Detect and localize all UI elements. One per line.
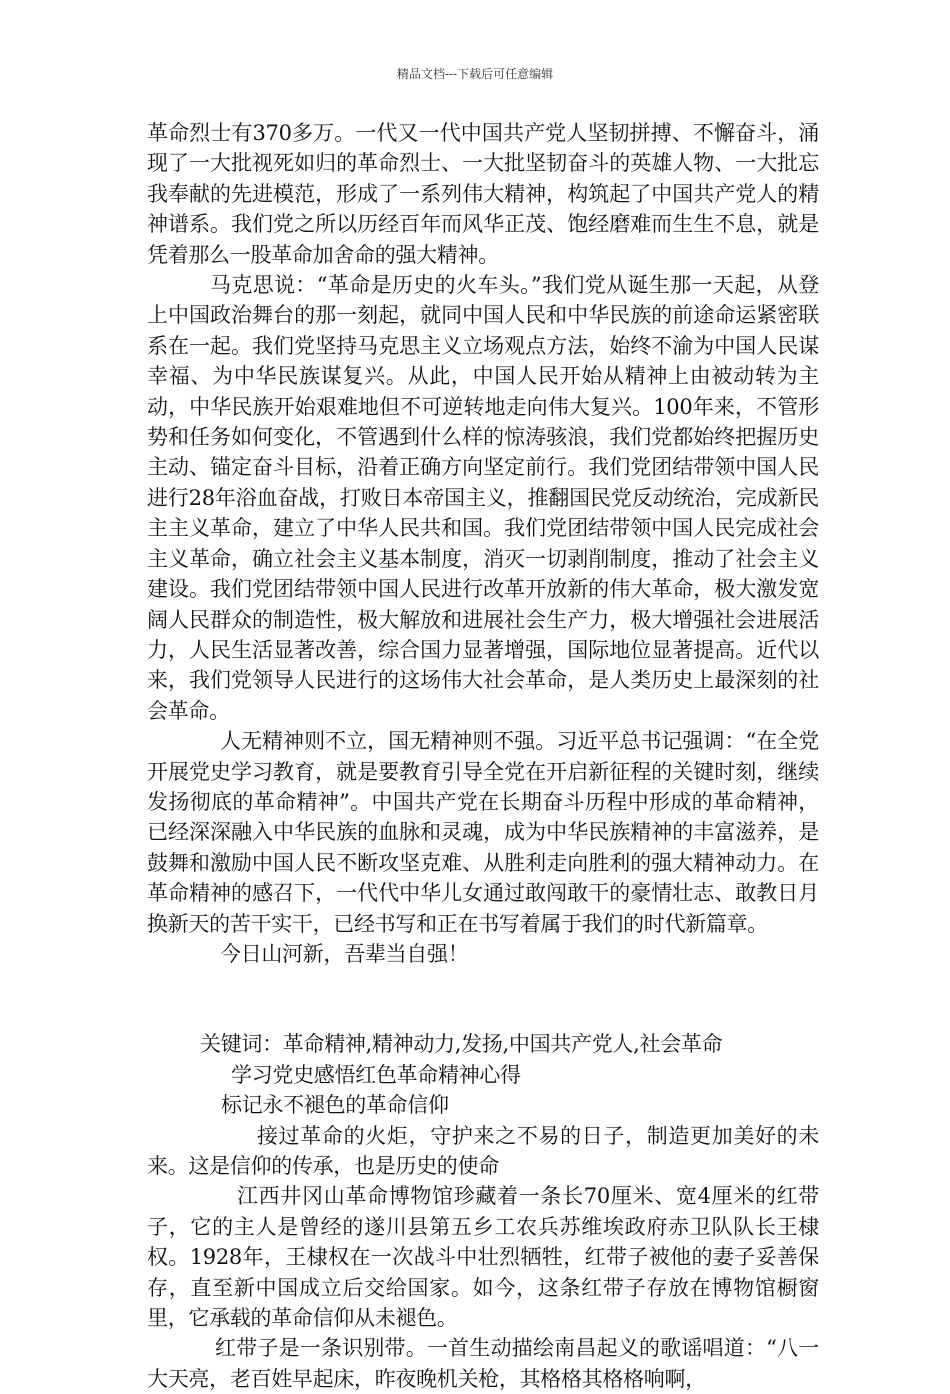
document-body [147, 118, 819, 1394]
paragraph-2: 马克思说：“革命是历史的火车头。”我们党从诞生那一天起，从登上中国政治舞台的那一刻起，就同中国人民和中华民族的前途命运紧密联系在一起。我们党坚持马克思主义立场观点方法，始终不渝为中国人民谋幸福、为中华民族谋复兴。从此，中国人民开始从精神上由被动转为主动，中华民族开始艰难地但不可逆转地走向伟大复兴。100年来，不管形势和任务如何变化，不管遇到什么样的惊涛骇浪，我们党都始终把握历史主动、锚定奋斗目标，沿着正确方向坚定前行。我们党团结带领中国人民进行28年浴血奋战，打败日本帝国主义，推翻国民党反动统治，完成新民主主义革命，建立了中华人民共和国。我们党团结带领中国人民完成社会主义革命，确立社会主义基本制度，消灭一切剥削制度，推动了社会主义建设。我们党团结带领中国人民进行改革开放新的伟大革命，极大激发宽阔人民群众的制造性，极大解放和进展社会生产力，极大增强社会进展活力，人民生活显著改善，综合国力显著增强，国际地位显著提高。近代以来，我们党领导人民进行的这场伟大社会革命，是人类历史上最深刻的社会革命。 [147, 273, 819, 723]
article-subtitle: 标记永不褪色的革命信仰 [221, 1093, 449, 1118]
paragraph-1: 革命烈士有370多万。一代又一代中国共产党人坚韧拼搏、不懈奋斗，涌现了一大批视死如归的革命烈士、一大批坚韧奋斗的英雄人物、一大批忘我奉献的先进模范，形成了一系列伟大精神，构筑起了中国共产党人的精神谱系。我们党之所以历经百年而风华正茂、饱经磨难而生生不息，就是凭着那么一股革命加舍命的强大精神。 [147, 121, 819, 267]
spacer [147, 969, 819, 1029]
paragraph-6: 江西井冈山革命博物馆珍藏着一条长70厘米、宽4厘米的红带子，它的主人是曾经的遂川县第五乡工农兵苏维埃政府赤卫队队长王棣权。1928年，王棣权在一次战斗中壮烈牺牲，红带子被他的妻子妥善保存，直至新中国成立后交给国家。如今，这条红带子存放在博物馆橱窗里，它承载的革命信仰从未褪色。 [147, 1184, 819, 1331]
keywords-line: 关键词：革命精神,精神动力,发扬,中国共产党人,社会革命 [200, 1032, 723, 1057]
paragraph-3: 人无精神则不立，国无精神则不强。习近平总书记强调：“在全党开展党史学习教育，就是要教育引导全党在开启新征程的关键时刻，继续发扬彻底的革命精神”。中国共产党在长期奋斗历程中形成的革命精神，已经深深融入中华民族的血脉和灵魂，成为中华民族精神的丰富滋养，是鼓舞和激励中国人民不断攻坚克难、从胜利走向胜利的强大精神动力。在革命精神的感召下，一代代中华儿女通过敢闯敢干的豪情壮志、敢教日月换新天的苦干实干，已经书写和正在书写着属于我们的时代新篇章。 [147, 729, 819, 936]
article-title: 学习党史感悟红色革命精神心得 [231, 1062, 521, 1087]
paragraph-4: 今日山河新，吾辈当自强！ [220, 941, 469, 966]
paragraph-5: 接过革命的火炬，守护来之不易的日子，制造更加美好的未来。这是信仰的传承，也是历史的使命 [147, 1123, 819, 1178]
paragraph-7: 红带子是一条识别带。一首生动描绘南昌起义的歌谣唱道：“八一大天亮，老百姓早起床，昨夜晚机关枪，其格格其格格响啊， [147, 1336, 819, 1391]
page-header: 精品文档---下载后可任意编辑 [396, 67, 554, 81]
